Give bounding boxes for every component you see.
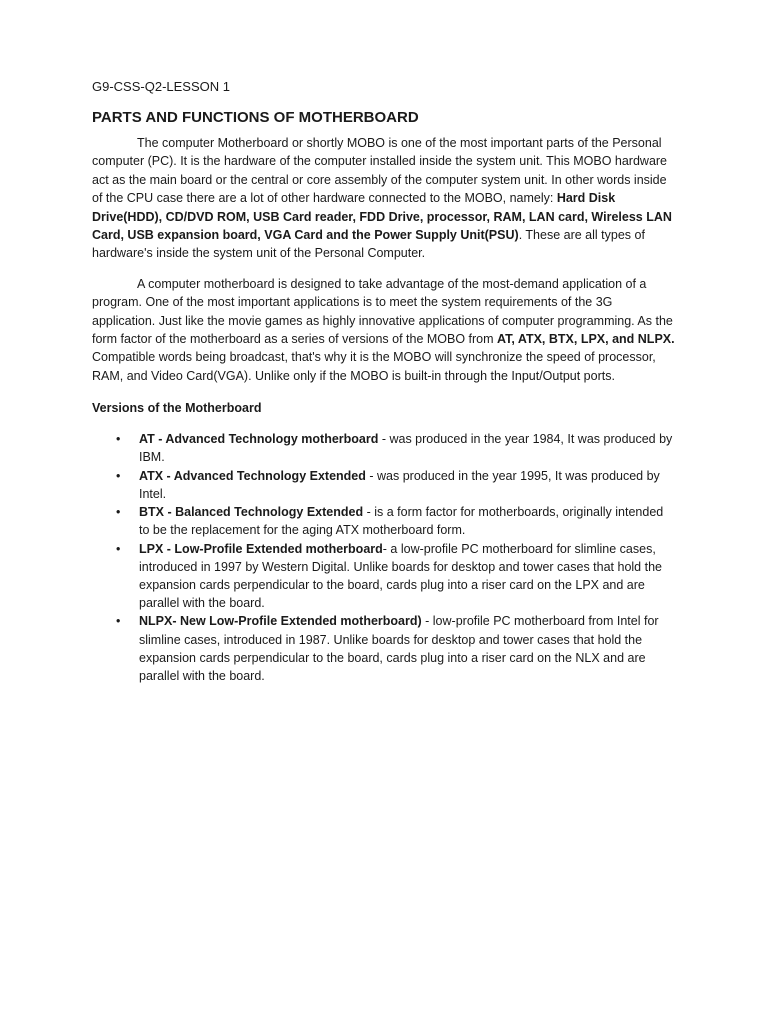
bullet-icon: •	[116, 505, 121, 520]
versions-heading: Versions of the Motherboard	[92, 401, 262, 416]
version-name: BTX - Balanced Technology Extended	[139, 505, 364, 520]
version-name: ATX - Advanced Technology Extended	[139, 468, 366, 483]
bullet-icon: •	[116, 432, 121, 447]
versions-list: AT, ATX, BTX, LPX, and NLPX.	[497, 332, 675, 347]
paragraph-design-text: A computer motherboard is designed to take advantage of the most-demand application of a program. One of the most important applications is to meet the system requirements of the 3G application. Just like the movie games as highly innovative applications of computer programming. As the form factor of the motherboard as a series of versions of the MOBO from	[92, 276, 673, 347]
list-item	[92, 612, 676, 685]
paragraph-intro	[92, 134, 676, 263]
paragraph-design	[92, 275, 676, 385]
paragraph-intro-outro: . These are all types of hardware's inside the system unit of the Personal Computer.	[92, 228, 645, 261]
list-item	[92, 467, 676, 503]
bullet-icon: •	[116, 468, 121, 483]
version-name: LPX - Low-Profile Extended motherboard	[139, 541, 383, 556]
versions-list-items	[92, 430, 676, 685]
version-description: - a low-profile PC motherboard for slimline cases, introduced in 1997 by Western Digital. Unlike boards for desktop and tower cases that hold the expansion cards perpendicular to the board, cards plug into a riser card on the LPX and are parallel with the board.	[139, 541, 662, 611]
list-item	[92, 503, 676, 539]
hardware-list: Hard Disk Drive(HDD), CD/DVD ROM, USB Card reader, FDD Drive, processor, RAM, LAN card, Wireless LAN Card, USB expansion board, VGA Card and the Power Supply Unit(PSU)	[92, 191, 672, 243]
version-description: - was produced in the year 1995, It was produced by Intel.	[139, 468, 660, 501]
version-description: - was produced in the year 1984, It was produced by IBM.	[139, 432, 673, 465]
paragraph-design-outro: Compatible words being broadcast, that's why it is the MOBO will synchronize the speed of processor, RAM, and Video Card(VGA). Unlike only if the MOBO is built-in through the Input/Output ports.	[92, 350, 656, 383]
version-name: AT - Advanced Technology motherboard	[139, 432, 379, 447]
version-name: NLPX- New Low-Profile Extended motherboard)	[139, 614, 422, 629]
lesson-code: G9-CSS-Q2-LESSON 1	[92, 79, 230, 94]
paragraph-intro-text: The computer Motherboard or shortly MOBO is one of the most important parts of the Personal computer (PC). It is the hardware of the computer installed inside the system unit. This MOBO hardware act as the main board or the central or core assembly of the computer system unit. In other words inside of the CPU case there are a lot of other hardware connected to the MOBO, namely:	[92, 136, 668, 206]
bullet-icon: •	[116, 614, 121, 629]
list-item	[92, 430, 676, 466]
list-item	[92, 540, 676, 613]
version-description: - low-profile PC motherboard from Intel for slimline cases, introduced in 1987. Unlike boards for desktop and tower cases that hold the expansion cards perpendicular to the board, cards plug into a riser card on the NLX and are parallel with the board.	[139, 614, 659, 683]
document-title: PARTS AND FUNCTIONS OF MOTHERBOARD	[92, 109, 419, 126]
bullet-icon: •	[116, 541, 121, 556]
document-content	[92, 78, 676, 685]
version-description: - is a form factor for motherboards, originally intended to be the replacement for the aging ATX motherboard form.	[139, 505, 664, 538]
